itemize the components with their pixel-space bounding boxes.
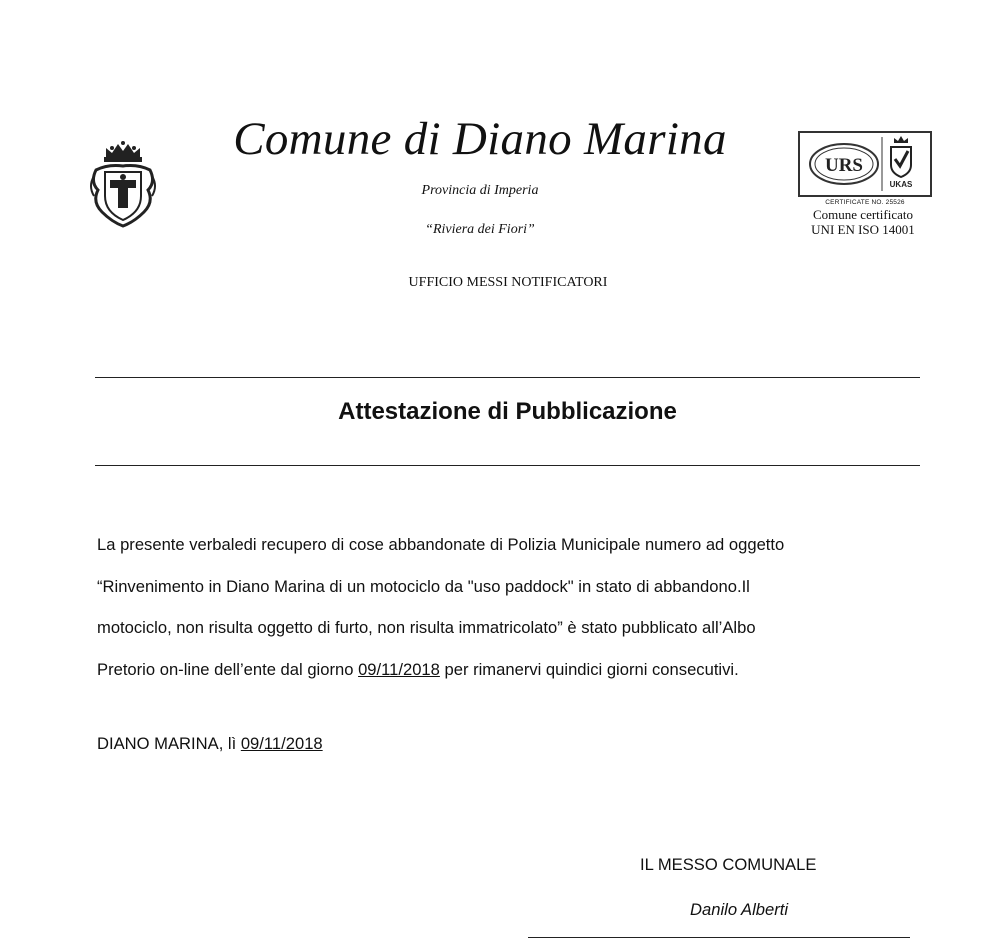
ufficio-label: UFFICIO MESSI NOTIFICATORI [408, 275, 608, 290]
place-label: DIANO MARINA, lì [97, 734, 241, 753]
bottom-divider [95, 465, 920, 466]
place-date [97, 734, 323, 754]
motto-label: “Riviera dei Fiori” [425, 222, 535, 237]
signer-name: Danilo Alberti [690, 900, 789, 919]
body-line: motociclo, non risulta oggetto di furto, non risulta immatricolato” è stato pubblicato all’Albo [97, 618, 756, 637]
body-line: “Rinvenimento in Diano Marina di un motociclo da "uso paddock" in stato di abbandono.Il [97, 576, 750, 596]
ukas-logo-text: UKAS [889, 180, 913, 189]
body-text: Pretorio on-line dell’ente dal giorno [97, 659, 359, 679]
publication-date: 09/11/2018 [358, 659, 440, 679]
body-line [97, 649, 927, 691]
comune-title: Comune di Diano Marina [233, 113, 727, 165]
body-line: La presente verbaledi recupero di cose abbandonate di Polizia Municipale numero ad oggetto [97, 535, 785, 554]
document-body [97, 524, 927, 690]
municipal-crest [88, 136, 158, 230]
body-text: per rimanervi quindici giorni consecutivi. [439, 659, 739, 679]
signature-date: 09/11/2018 [240, 734, 323, 753]
signer-role: IL MESSO COMUNALE [640, 855, 817, 874]
signature-line [528, 937, 910, 938]
certificate-number: CERTIFICATE NO. 25526 [825, 199, 905, 206]
urs-logo-text: URS [824, 155, 864, 176]
provincia-label: Provincia di Imperia [421, 183, 539, 198]
top-divider [95, 377, 920, 378]
certification-logo [798, 131, 932, 197]
certificazione-line2: UNI EN ISO 14001 [811, 222, 915, 237]
document-title: Attestazione di Pubblicazione [338, 398, 677, 425]
certificazione-line1: Comune certificato [813, 207, 913, 222]
